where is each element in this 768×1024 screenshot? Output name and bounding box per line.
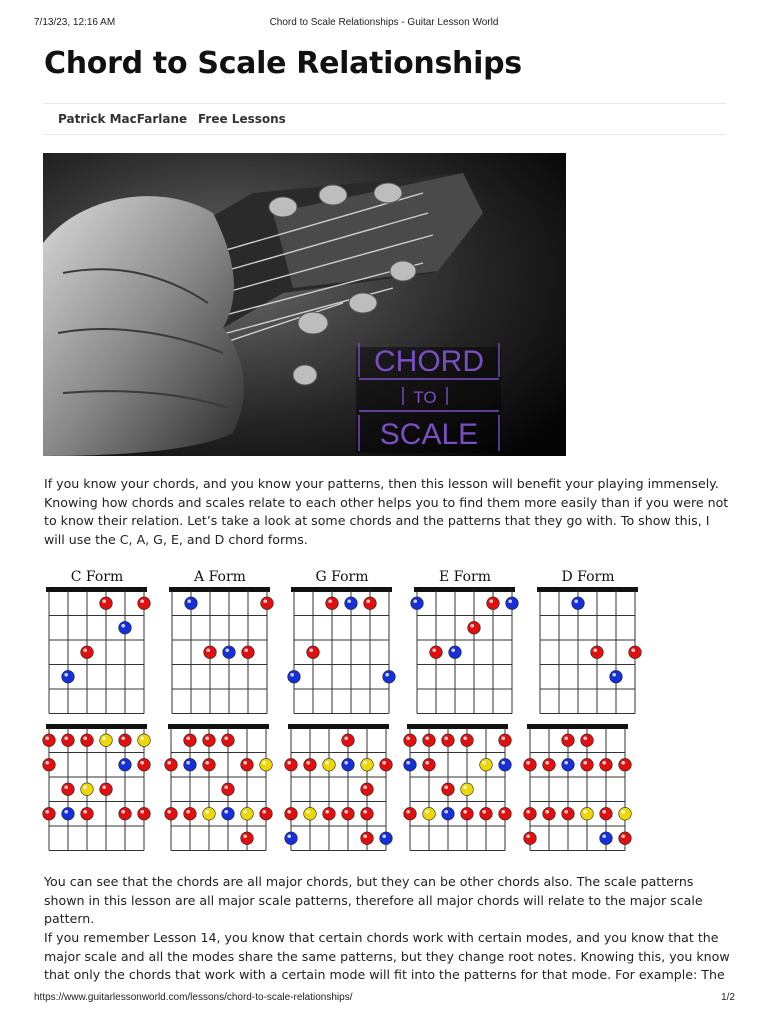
note-dot <box>581 734 594 747</box>
note-dot <box>81 734 94 747</box>
fretboard-diagrams <box>40 565 660 857</box>
note-dot-highlight <box>206 648 210 652</box>
note-dot <box>342 734 355 747</box>
note-dot <box>562 734 575 747</box>
note-dot <box>119 807 132 820</box>
hero-text-to: TO <box>413 388 437 407</box>
note-dot-highlight <box>328 599 332 603</box>
note-dot-highlight <box>444 810 448 814</box>
chord-scale-diagrams <box>40 565 660 857</box>
note-dot <box>600 832 613 845</box>
note-dot <box>581 758 594 771</box>
note-dot-highlight <box>621 810 625 814</box>
note-dot-highlight <box>425 810 429 814</box>
note-dot <box>185 597 198 610</box>
note-dot <box>524 807 537 820</box>
note-dot-highlight <box>243 761 247 765</box>
note-dot <box>499 758 512 771</box>
note-dot-highlight <box>167 761 171 765</box>
note-dot <box>380 832 393 845</box>
note-dot <box>591 646 604 659</box>
note-dot-highlight <box>102 599 106 603</box>
intro-paragraph: If you know your chords, and you know your patterns, then this lesson will benefit your playing immensely. Knowing how chords and scales relate to each other helps you to find them more easily than if you were not to know their relation. Let’s take a look at some chords and the patterns that they go with. To show this, I will use the C, A, G, E, and D chord forms. <box>44 476 729 547</box>
note-dot <box>430 646 443 659</box>
note-dot-highlight <box>385 673 389 677</box>
note-dot-highlight <box>325 810 329 814</box>
note-dot <box>562 758 575 771</box>
chord-form-label: G Form <box>315 569 369 585</box>
note-dot <box>138 597 151 610</box>
note-dot <box>600 758 613 771</box>
note-dot-highlight <box>363 810 367 814</box>
note-dot-highlight <box>564 810 568 814</box>
note-dot-highlight <box>224 810 228 814</box>
chord-fretboard-1 <box>169 587 273 714</box>
note-dot-highlight <box>344 736 348 740</box>
note-dot <box>404 758 417 771</box>
note-dot <box>468 621 481 634</box>
note-dot-highlight <box>526 810 530 814</box>
note-dot <box>404 734 417 747</box>
note-dot <box>619 758 632 771</box>
note-dot <box>307 646 320 659</box>
note-dot <box>285 758 298 771</box>
note-dot <box>380 758 393 771</box>
major-chords-paragraph: You can see that the chords are all major chords, but they can be other chords also. The scale patterns shown in this lesson are all major scale patterns, therefore all major chords will relate to the major scale pattern. <box>44 874 703 927</box>
note-dot <box>345 597 358 610</box>
print-header <box>0 17 768 31</box>
note-dot-highlight <box>363 834 367 838</box>
note-dot-highlight <box>382 834 386 838</box>
note-dot <box>323 807 336 820</box>
nut <box>288 724 389 729</box>
note-dot-highlight <box>64 736 68 740</box>
note-dot-highlight <box>186 810 190 814</box>
note-dot <box>581 807 594 820</box>
note-dot <box>411 597 424 610</box>
note-dot <box>423 734 436 747</box>
note-dot <box>119 734 132 747</box>
chord-fretboard-4 <box>537 587 641 714</box>
note-dot <box>562 807 575 820</box>
note-dot-highlight <box>545 761 549 765</box>
nut <box>168 724 269 729</box>
note-dot-highlight <box>444 785 448 789</box>
note-dot <box>404 807 417 820</box>
note-dot <box>326 597 339 610</box>
note-dot-highlight <box>121 736 125 740</box>
note-dot <box>342 807 355 820</box>
print-url: https://www.guitarlessonworld.com/lessons/chord-to-scale-relationships/ <box>34 992 353 1003</box>
note-dot <box>364 597 377 610</box>
note-dot-highlight <box>489 599 493 603</box>
note-dot <box>204 646 217 659</box>
note-dot <box>138 758 151 771</box>
note-dot <box>619 832 632 845</box>
note-dot-highlight <box>583 810 587 814</box>
note-dot-highlight <box>564 761 568 765</box>
note-dot <box>461 783 474 796</box>
note-dot-highlight <box>366 599 370 603</box>
note-dot <box>165 807 178 820</box>
note-dot-highlight <box>463 810 467 814</box>
nut <box>414 587 515 592</box>
note-dot <box>43 807 56 820</box>
note-dot <box>43 734 56 747</box>
note-dot <box>81 646 94 659</box>
nut <box>46 587 147 592</box>
note-dot-highlight <box>187 599 191 603</box>
note-dot-highlight <box>526 834 530 838</box>
note-dot-highlight <box>526 761 530 765</box>
note-dot-highlight <box>205 761 209 765</box>
note-dot <box>304 758 317 771</box>
note-dot-highlight <box>621 761 625 765</box>
note-dot-highlight <box>262 810 266 814</box>
note-dot-highlight <box>501 736 505 740</box>
note-dot <box>423 807 436 820</box>
note-dot-highlight <box>287 834 291 838</box>
note-dot-highlight <box>263 599 267 603</box>
note-dot-highlight <box>64 673 68 677</box>
note-dot <box>203 734 216 747</box>
note-dot-highlight <box>83 810 87 814</box>
note-dot <box>361 758 374 771</box>
scale-fretboard-3 <box>404 724 512 851</box>
note-dot <box>223 646 236 659</box>
note-dot-highlight <box>344 810 348 814</box>
note-dot <box>81 807 94 820</box>
note-dot <box>285 832 298 845</box>
note-dot <box>203 758 216 771</box>
scale-fretboard-2 <box>285 724 393 851</box>
note-dot-highlight <box>583 736 587 740</box>
note-dot-highlight <box>244 648 248 652</box>
article-meta-bar <box>44 103 726 135</box>
note-dot <box>480 807 493 820</box>
hero-text-scale: SCALE <box>379 418 479 451</box>
note-dot-highlight <box>121 624 125 628</box>
note-dot-highlight <box>382 761 386 765</box>
note-dot-highlight <box>574 599 578 603</box>
note-dot <box>241 807 254 820</box>
note-dot <box>100 597 113 610</box>
note-dot-highlight <box>564 736 568 740</box>
chord-fretboard-3 <box>411 587 519 714</box>
note-dot-highlight <box>444 736 448 740</box>
note-dot <box>241 832 254 845</box>
note-dot-highlight <box>45 761 49 765</box>
print-date: 7/13/23, 12:16 AM <box>34 17 116 28</box>
guitar-headstock-photo <box>43 153 566 456</box>
note-dot-highlight <box>287 810 291 814</box>
note-dot <box>506 597 519 610</box>
note-dot <box>119 758 132 771</box>
note-dot <box>342 758 355 771</box>
note-dot <box>499 734 512 747</box>
note-dot <box>442 807 455 820</box>
chord-form-label: A Form <box>194 569 246 585</box>
note-dot <box>442 734 455 747</box>
note-dot-highlight <box>121 810 125 814</box>
note-dot <box>242 646 255 659</box>
note-dot-highlight <box>482 810 486 814</box>
note-dot-highlight <box>363 785 367 789</box>
chord-fretboard-0 <box>46 587 150 714</box>
note-dot <box>203 807 216 820</box>
note-dot <box>524 758 537 771</box>
note-dot <box>62 783 75 796</box>
print-page-title: Chord to Scale Relationships - Guitar Lesson World <box>269 17 499 28</box>
note-dot <box>442 783 455 796</box>
note-dot <box>610 670 623 683</box>
note-dot-highlight <box>406 810 410 814</box>
note-dot-highlight <box>545 810 549 814</box>
note-dot-highlight <box>224 736 228 740</box>
chord-form-label: C Form <box>70 569 124 585</box>
note-dot <box>361 832 374 845</box>
note-dot-highlight <box>451 648 455 652</box>
note-dot-highlight <box>363 761 367 765</box>
note-dot-highlight <box>243 834 247 838</box>
note-dot <box>461 734 474 747</box>
scale-fretboard-1 <box>165 724 273 851</box>
note-dot <box>383 670 396 683</box>
note-dot-highlight <box>406 736 410 740</box>
chord-form-label: D Form <box>561 569 615 585</box>
hero-text-chord: CHORD <box>374 345 484 378</box>
print-footer <box>0 992 768 1006</box>
note-dot <box>222 783 235 796</box>
note-dot <box>524 832 537 845</box>
note-dot-highlight <box>602 834 606 838</box>
note-dot <box>323 758 336 771</box>
scale-fretboard-4 <box>524 724 632 851</box>
note-dot-highlight <box>83 648 87 652</box>
note-dot <box>260 758 273 771</box>
note-dot-highlight <box>102 785 106 789</box>
note-dot-highlight <box>64 785 68 789</box>
modes-paragraph: If you remember Lesson 14, you know that certain chords work with certain modes, and you know that the major scale and all the modes share the same patterns, but they change root notes. Knowing this, you know that only the chords that work with a certain mode will fit into the patterns for that mode. For example: The <box>44 930 730 983</box>
note-dot <box>260 807 273 820</box>
note-dot-highlight <box>64 810 68 814</box>
note-dot-highlight <box>482 761 486 765</box>
note-dot <box>43 758 56 771</box>
note-dot-highlight <box>243 810 247 814</box>
note-dot <box>62 670 75 683</box>
note-dot <box>285 807 298 820</box>
note-dot-highlight <box>463 736 467 740</box>
note-dot-highlight <box>140 736 144 740</box>
note-dot <box>480 758 493 771</box>
note-dot <box>543 807 556 820</box>
note-dot <box>184 758 197 771</box>
note-dot <box>222 734 235 747</box>
note-dot-highlight <box>167 810 171 814</box>
note-dot-highlight <box>621 834 625 838</box>
note-dot-highlight <box>344 761 348 765</box>
nut <box>169 587 270 592</box>
note-dot-highlight <box>309 648 313 652</box>
note-dot-highlight <box>186 761 190 765</box>
category-link[interactable]: Free Lessons <box>198 112 286 126</box>
chord-fretboard-2 <box>288 587 396 714</box>
note-dot <box>138 807 151 820</box>
note-dot <box>222 807 235 820</box>
note-dot-highlight <box>83 785 87 789</box>
note-dot-highlight <box>602 761 606 765</box>
note-dot <box>184 807 197 820</box>
note-dot-highlight <box>463 785 467 789</box>
note-dot-highlight <box>470 624 474 628</box>
note-dot-highlight <box>83 736 87 740</box>
note-dot <box>138 734 151 747</box>
note-dot-highlight <box>205 810 209 814</box>
note-dot-highlight <box>508 599 512 603</box>
note-dot <box>487 597 500 610</box>
note-dot <box>304 807 317 820</box>
print-page-number: 1/2 <box>721 992 735 1003</box>
note-dot-highlight <box>45 810 49 814</box>
note-dot <box>241 758 254 771</box>
note-dot <box>629 646 642 659</box>
note-dot <box>100 783 113 796</box>
page-title: Chord to Scale Relationships <box>44 46 522 81</box>
note-dot-highlight <box>121 761 125 765</box>
note-dot <box>619 807 632 820</box>
note-dot-highlight <box>325 761 329 765</box>
author-link[interactable]: Patrick MacFarlane <box>58 112 188 126</box>
note-dot-highlight <box>225 648 229 652</box>
note-dot-highlight <box>140 810 144 814</box>
note-dot <box>423 758 436 771</box>
note-dot-highlight <box>631 648 635 652</box>
note-dot-highlight <box>140 761 144 765</box>
note-dot-highlight <box>347 599 351 603</box>
chord-form-label: E Form <box>438 569 492 585</box>
note-dot-highlight <box>306 810 310 814</box>
note-dot-highlight <box>224 785 228 789</box>
note-dot <box>543 758 556 771</box>
note-dot-highlight <box>501 761 505 765</box>
note-dot-highlight <box>102 736 106 740</box>
note-dot <box>119 621 132 634</box>
note-dot <box>449 646 462 659</box>
note-dot-highlight <box>306 761 310 765</box>
note-dot-highlight <box>425 761 429 765</box>
note-dot-highlight <box>593 648 597 652</box>
note-dot-highlight <box>501 810 505 814</box>
note-dot-highlight <box>45 736 49 740</box>
note-dot <box>361 807 374 820</box>
hero-image <box>43 153 566 456</box>
note-dot-highlight <box>583 761 587 765</box>
note-dot <box>62 807 75 820</box>
note-dot-highlight <box>612 673 616 677</box>
note-dot-highlight <box>432 648 436 652</box>
note-dot-highlight <box>140 599 144 603</box>
note-dot <box>288 670 301 683</box>
note-dot-highlight <box>602 810 606 814</box>
note-dot-highlight <box>290 673 294 677</box>
scale-fretboard-0 <box>43 724 151 851</box>
note-dot <box>461 807 474 820</box>
nut <box>527 724 628 729</box>
note-dot <box>165 758 178 771</box>
note-dot <box>600 807 613 820</box>
nut <box>46 724 147 729</box>
note-dot <box>81 783 94 796</box>
nut <box>407 724 508 729</box>
note-dot-highlight <box>406 761 410 765</box>
note-dot <box>572 597 585 610</box>
note-dot <box>184 734 197 747</box>
note-dot-highlight <box>425 736 429 740</box>
note-dot-highlight <box>413 599 417 603</box>
note-dot-highlight <box>262 761 266 765</box>
nut <box>291 587 392 592</box>
nut <box>537 587 638 592</box>
note-dot-highlight <box>287 761 291 765</box>
note-dot <box>261 597 274 610</box>
note-dot-highlight <box>186 736 190 740</box>
note-dot <box>361 783 374 796</box>
note-dot-highlight <box>205 736 209 740</box>
note-dot <box>100 734 113 747</box>
note-dot <box>62 734 75 747</box>
note-dot <box>499 807 512 820</box>
